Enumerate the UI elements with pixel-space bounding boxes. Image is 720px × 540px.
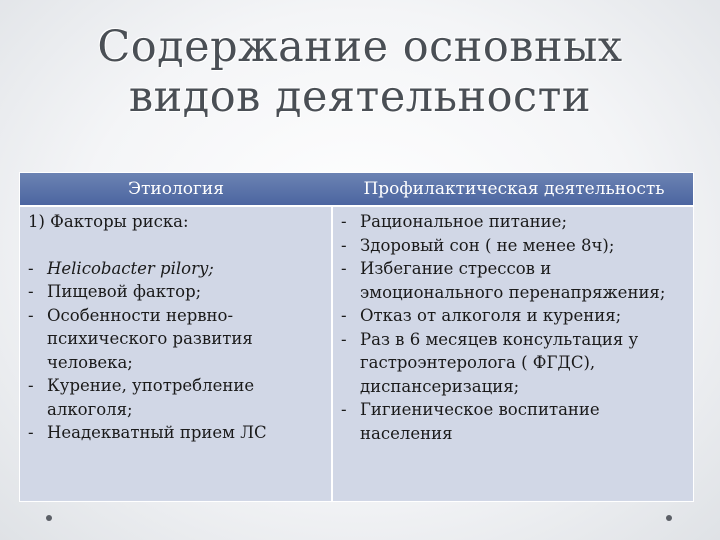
list-item: - Здоровый сон ( не менее 8ч);: [341, 235, 615, 255]
list-item-text: Пищевой фактор;: [47, 282, 202, 301]
list-item-text: Раз в 6 месяцев консультация у гастроэнтеролога ( ФГДС), диспансеризация;: [360, 329, 639, 396]
list-item: - Helicobacter pilory;: [28, 258, 214, 278]
list-item-text: Неадекватный прием ЛС: [47, 423, 267, 442]
list-item-text: Helicobacter pilory;: [47, 258, 214, 278]
list-item-text: Рациональное питание;: [360, 212, 567, 231]
bullet-dot-right-icon: [666, 515, 672, 521]
title-line-2: видов деятельности: [128, 72, 592, 122]
list-item: - Раз в 6 месяцев консультация у гастроэнтеролога ( ФГДС), диспансеризация;: [341, 329, 639, 396]
list-item: - Гигиеническое воспитание населения: [341, 400, 600, 443]
list-item-text: Отказ от алкоголя и курения;: [360, 306, 622, 325]
list-item: - Рациональное питание;: [341, 212, 567, 231]
list-item-text: Здоровый сон ( не менее 8ч);: [360, 235, 615, 255]
prevention-cell: [341, 210, 691, 445]
list-item: - Пищевой фактор;: [28, 282, 202, 301]
table-header-row: [20, 173, 693, 207]
list-item-text: Гигиеническое воспитание населения: [360, 400, 600, 443]
list-item: - Курение, употребление алкоголя;: [28, 376, 255, 419]
list-item: - Особенности нервно-психического развития человека;: [28, 305, 253, 372]
header-prevention: Профилактическая деятельность: [363, 179, 665, 199]
list-item: - Отказ от алкоголя и курения;: [341, 306, 622, 325]
list-item: - Неадекватный прием ЛС: [28, 423, 267, 442]
etiology-cell: [28, 210, 324, 445]
list-item-text: Особенности нервно-психического развития человека;: [47, 305, 253, 372]
header-etiology: Этиология: [128, 179, 224, 199]
list-item: - Избегание стрессов и эмоционального перенапряжения;: [341, 259, 666, 302]
list-item-text: Курение, употребление алкоголя;: [47, 376, 255, 419]
bullet-dot-left-icon: [46, 515, 52, 521]
column-separator: [331, 207, 333, 501]
list-item-text: Избегание стрессов и эмоционального перенапряжения;: [360, 259, 666, 302]
slide-title: [0, 22, 720, 122]
table-body-row: [20, 207, 693, 501]
risk-factors-heading: 1) Факторы риска:: [28, 212, 189, 231]
title-line-1: Содержание основных: [97, 22, 623, 72]
content-table: [19, 172, 694, 502]
